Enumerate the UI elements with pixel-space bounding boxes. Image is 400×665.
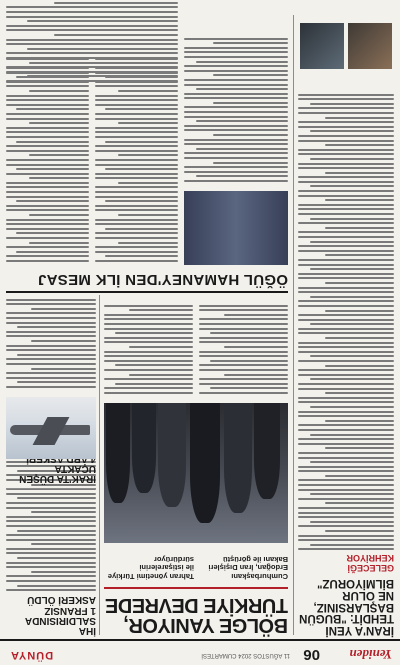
lead-body (104, 302, 288, 397)
column-rule (293, 15, 294, 635)
left-story-inset-photo-2 (300, 23, 344, 69)
lead-subhead-right: Tahran yönetimi Türkiye ile istişarelerini sürdürüyor (107, 554, 194, 581)
section-rule (6, 488, 96, 489)
jet-silhouette (10, 425, 90, 435)
middle-story-headline-line2: 1 FRANSIZ ASKERİ ÖLDÜ (27, 594, 96, 616)
issue-date: 11 AĞUSTOS 2024 CUMARTESİ (201, 652, 290, 658)
middle-story-headline-line1: İHA SALDIRISINDA (24, 614, 96, 636)
lead-headline-line2: TÜRKİYE DEVREDE (105, 593, 288, 616)
lead-photo (104, 403, 288, 543)
page-number: 06 (303, 646, 320, 663)
lead-story (104, 594, 288, 635)
left-story-headline: İRAN'A YENİ TEHDİT: "BUGÜN BAŞLARSINIZ, NE OLUR BİLMİYORUZ" (299, 577, 394, 636)
lead-subhead-left: Cumhurbaşkanı Erdoğan, İran Dışişleri Bakanı ile görüştü (208, 554, 288, 581)
lead-headline-line1: BÖLGE YANIYOR, (123, 614, 288, 636)
left-story-body (298, 94, 394, 551)
left-story-inset-photo (348, 23, 392, 69)
right-story-body (6, 296, 96, 391)
section-label: DÜNYA (10, 649, 54, 661)
banner-body (6, 55, 178, 265)
left-story (298, 91, 394, 635)
left-story-tag: GELECEĞİ KEHRİYOR (346, 553, 394, 574)
banner-rule (6, 291, 288, 293)
right-story-photo (6, 397, 96, 459)
banner-body-lower-right (6, 0, 178, 85)
banner-photo (184, 191, 288, 265)
column-rule (99, 295, 100, 635)
lead-subheads (104, 551, 288, 583)
brand-logo: Yeniden (349, 647, 392, 662)
banner-headline: ÖĞÜL HAMANEY'DEN İLK MESAJ (37, 271, 288, 288)
masthead (0, 639, 400, 665)
lead-accent-bar (104, 587, 288, 589)
banner-body-lower (184, 35, 288, 185)
right-story-headline-line1: IRAK'TA DÜŞEN UÇAKTA (19, 462, 96, 484)
banner-story (6, 272, 288, 287)
